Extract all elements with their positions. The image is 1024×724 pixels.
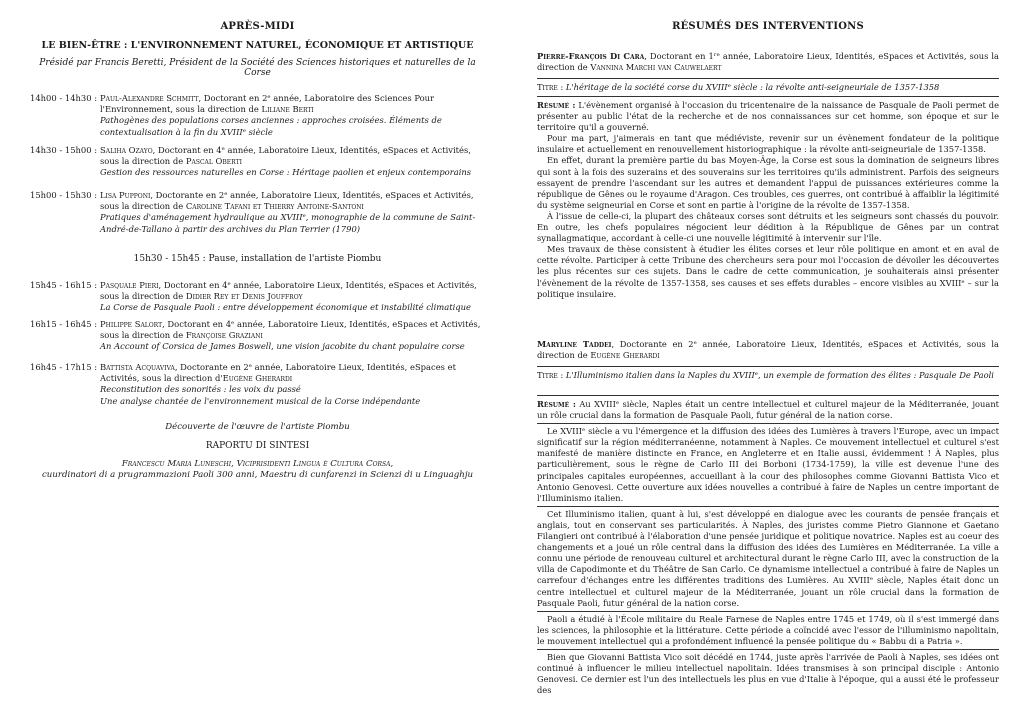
speaker-name: Philippe Salort (100, 319, 163, 329)
speaker-name: Battista Acquaviva (100, 362, 175, 372)
abstract-paragraph: Mes travaux de thèse consistent à étudier les élites corses et leur rôle politique en amont et en aval de cette révolte. Participer à cette Tribune des chercheurs sera pour moi l'occasion de dévoiler les découvertes les plus récentes sur ces sujets. Dans le cadre de cette communication, je souhaiterais ainsi présenter l'évènement de la révolte de 1357-1358, ses causes et ses effets durables – encore visibles au XVIIIᵉ – sur la politique insulaire. (537, 244, 999, 299)
titre-label: Titre : (537, 82, 564, 92)
author-name: Maryline Taddei (537, 339, 612, 349)
afternoon-heading: APRÈS-MIDI (220, 21, 295, 32)
speaker-name: Pasquale Pieri (100, 280, 159, 290)
abstracts-heading: RÉSUMÉS DES INTERVENTIONS (672, 21, 864, 32)
resume-label: Résumé : (537, 100, 576, 110)
director-name: Pascal Oberti (185, 156, 242, 167)
abstract-2-body (537, 399, 999, 696)
abstract-paragraph: Au XVIIIᵉ siècle, Naples était un centre intellectuel et culturel majeur de la Méditerranée, jouant un rôle crucial dans la formation de Pasquale Paoli, futur général de la nation corse. (537, 399, 999, 421)
speaker-name: Lisa Pupponi (100, 190, 151, 200)
raportu-speaker (30, 459, 485, 481)
divider (537, 611, 999, 612)
director-name: Didier Rey et Denis Jouffroy (185, 291, 303, 302)
programme-item (30, 362, 485, 407)
abstract-paragraph: Bien que Giovanni Battista Vico soit décédé en 1744, juste après l'arrivée de Paoli à Naples, ses idées ont continué à influencer le milieu intellectuel napolitain. Idées transmises à son principal disciple : Antonio Genovesi. Ce dernier est l'un des intellectuels les plus en vue d'Italie à l'époque, qui a aussi été le professeur des (537, 651, 999, 696)
author-desc: , Doctorant en 1ʳᵉ année, Laboratoire Lieux, Identités, eSpaces et Activités, sous la direction de (537, 51, 999, 73)
divider (537, 366, 999, 367)
item-time: 14h30 - 15h00 : (30, 145, 98, 155)
author-name: Pierre-François Di Cara (537, 51, 645, 61)
programme-item (30, 280, 485, 314)
item-time: 14h00 - 14h30 : (30, 93, 98, 103)
abstract-paragraph: Pour ma part, j'aimerais en tant que médiéviste, revenir sur un évènement fondateur de la politique insulaire et actuellement en renouvellement historiographique : la révolte anti-seigneuriale de 1357-1358. (537, 133, 999, 155)
director-name: Vannina Marchi van Cauwelaert (590, 62, 722, 73)
abstract-paragraph: Cet Illuminismo italien, quant à lui, s'est développé en dialogue avec les courants de pensée français et anglais, tout en conservant ses particularités. À Naples, des juristes comme Pietro Giannone et Gaetano Filangieri ont contribué à l'élaboration d'une pensée juridique et politique novatrice. Naples est au coeur des changements et a joué un rôle central dans la diffusion des idées des Lumières en Méditerranée. La ville a connu une période de renouveau culturel et architectural durant le règne Carlo III, avec la construction de la villa de Capodimonte et du Théâtre de San Carlo. Ce dynamisme intellectuel a contribué à faire de Naples un carrefour d'échanges entre les différentes traditions des Lumières. Au XVIIIᵉ siècle, Naples était donc un centre intellectuel et culturel majeur de la Méditerranée, jouant un rôle crucial dans la formation de Pasquale Paoli, futur général de la nation corse. (537, 508, 999, 608)
director-name: Françoise Graziani (185, 330, 263, 341)
raportu-speaker-line1: Francescu Maria Luneschi, Viciprisidenti Lingua è Cultura Corsa, (121, 459, 394, 469)
session-chair: Présidé par Francis Beretti, Président de la Société des Sciences historiques et naturelles de la Corse (39, 58, 476, 78)
speaker-desc: , Doctorante en 2ᵉ année, Laboratoire Lieux, Identités, eSpaces et Activités, sous la direction d' (100, 362, 456, 384)
programme-item (30, 319, 485, 353)
director-name: Liliane Berti (261, 104, 314, 115)
speaker-desc: , Doctorant en 4ᵉ année, Laboratoire Lieux, Identités, eSpaces et Activités, sous la direction de (100, 280, 477, 302)
speaker-desc: , Doctorant en 2ᵉ année, Laboratoire des Sciences Pour l'Environnement, sous la direction de (100, 93, 435, 115)
director-name: Caroline Tafani et Thierry Antoine-Santoni (185, 201, 364, 212)
programme-item (30, 145, 485, 179)
pause-item: 15h30 - 15h45 : Pause, installation de l'artiste Piombu (133, 254, 382, 264)
abstract-paragraph: Le XVIIIᵉ siècle a vu l'émergence et la diffusion des idées des Lumières à travers l'Europe, avec un impact significatif sur la région méditerranéenne, notamment à Naples. Ce mouvement intellectuel et culturel s'est manifesté de manière distincte en France, en Angleterre et en Italie aussi, évidemment ! À Naples, plus particulièrement, sous le règne de Carlo III dei Borboni (1734-1759), la ville est devenue l'une des principales capitales européennes, accueillant à la cour des philosophes comme Giovanni Battista Vico et Antonio Genovesi. Cette ouverture aux idées nouvelles a contribué à faire de Naples un centre important de l'Illuminismo italien. (537, 426, 999, 503)
author-desc: , Doctorante en 2ᵉ année, Laboratoire Lieux, Identités, eSpaces et Activités, sous la direction de (537, 339, 999, 361)
speaker-desc: , Doctorante en 2ᵉ année, Laboratoire Lieux, Identités, eSpaces et Activités, sous la direction de (100, 190, 474, 212)
abstract-author (537, 51, 999, 73)
abstract-paragraph: En effet, durant la première partie du bas Moyen-Âge, la Corse est sous la domination de seigneurs libres qui sont à la fois des suzerains et des souverains sur les territoires qu'ils administrent. Parfois des seigneurs essayent de prendre l'ascendant sur les autres et demandent l'appui de puissances extérieures comme la république de Gênes ou le royaume d'Aragon. Ces troubles, ces guerres, ont contribué à affaiblir la légitimité du système seigneurial en Corse et sont en partie à l'origine de la révolte de 1357-1358. (537, 155, 999, 210)
divider (537, 78, 999, 79)
abstract-1 (537, 51, 999, 73)
resume-label: Résumé : (537, 399, 576, 409)
abstract-paragraph: Paoli a étudié à l'École militaire du Reale Farnese de Naples entre 1745 et 1749, où il s'est immergé dans les sciences, la philosophie et la littérature. Cette période a coïncidé avec l'essor de l'illuminismo napolitain, le mouvement intellectuel qui a profondément influencé la pensée politique du « Babbu di a Patria ». (537, 613, 999, 646)
divider (537, 395, 999, 396)
titre-label: Titre : (537, 370, 564, 380)
speaker-name: Paul-Alexandre Schmitt (100, 93, 199, 103)
abstract-2 (537, 339, 999, 361)
programme-item (30, 190, 485, 235)
abstract-1-body (537, 100, 999, 300)
artist-discovery: Découverte de l'œuvre de l'artiste Piombu (165, 422, 350, 432)
director-name: Eugène Gherardi (222, 373, 293, 384)
divider (537, 96, 999, 97)
abstract-2-title (537, 370, 999, 381)
abstract-1-title (537, 82, 999, 93)
speaker-desc: , Doctorant en 4ᵉ année, Laboratoire Lieux, Identités, eSpaces et Activités, sous la direction de (100, 319, 481, 341)
talk-title: An Account of Corsica de James Boswell, une vision jacobite du chant populaire corse (100, 341, 465, 352)
item-time: 16h15 - 16h45 : (30, 319, 98, 329)
divider (537, 423, 999, 424)
raportu-heading: RAPORTU DI SINTESI (205, 441, 310, 451)
talk-title: Reconstitution des sonorités : les voix du passé (100, 384, 301, 395)
item-time: 15h00 - 15h30 : (30, 190, 98, 200)
speaker-desc: , Doctorant en 4ᵉ année, Laboratoire Lieux, Identités, eSpaces et Activités, sous la direction de (100, 145, 471, 167)
titre-text: L'héritage de la société corse du XVIIIᵉ siècle : la révolte anti-seigneuriale de 1357-1358 (565, 82, 940, 92)
director-name: Eugène Gherardi (590, 350, 660, 361)
talk-title: Pathogènes des populations corses anciennes : approches croisées. Éléments de contextualisation à la fin du XVIIIᵉ siècle (100, 115, 442, 137)
programme-item (30, 93, 485, 138)
item-time: 16h45 - 17h15 : (30, 362, 98, 372)
abstract-paragraph: L'évènement organisé à l'occasion du tricentenaire de la naissance de Pasquale de Paoli permet de présenter au public l'état de la recherche et de nos connaissances sur cet homme, son époque et sur le territoire qu'il a gouverné. (537, 100, 999, 133)
titre-text: L'Illuminismo italien dans la Naples du XVIIIᵉ, un exemple de formation des élites : Pasquale De Paoli (565, 370, 994, 380)
item-time: 15h45 - 16h15 : (30, 280, 98, 290)
talk-title: La Corse de Pasquale Paoli : entre développement économique et instabilité climatique (100, 302, 471, 313)
divider (537, 649, 999, 650)
talk-title: Pratiques d'aménagement hydraulique au XVIIIᵉ, monographie de la commune de Saint-André-de-Tallano à partir des archives du Plan Terrier (1790) (100, 212, 476, 234)
abstract-author (537, 339, 999, 361)
abstract-paragraph: À l'issue de celle-ci, la plupart des châteaux corses sont détruits et les seigneurs sont chassés du pouvoir. En outre, les chefs populaires négocient leur dédition à la République de Gênes par un contrat synallagmatique, accordant à celle-ci une nouvelle légitimité à intervenir sur l'île. (537, 210, 999, 244)
talk-title-2: Une analyse chantée de l'environnement musical de la Corse indépendante (100, 395, 421, 406)
talk-title: Gestion des ressources naturelles en Corse : Héritage paolien et enjeux contemporains (100, 167, 472, 178)
divider (537, 506, 999, 507)
session-theme: LE BIEN-ÊTRE : L'ENVIRONNEMENT NATUREL, ÉCONOMIQUE ET ARTISTIQUE (41, 40, 474, 51)
raportu-speaker-line2: cuurdinatori di a prugrammazioni Paoli 300 anni, Maestru di cunfarenzi in Scienzi di u Linguaghju (41, 470, 474, 481)
speaker-name: Saliha Ozayo (100, 145, 153, 155)
